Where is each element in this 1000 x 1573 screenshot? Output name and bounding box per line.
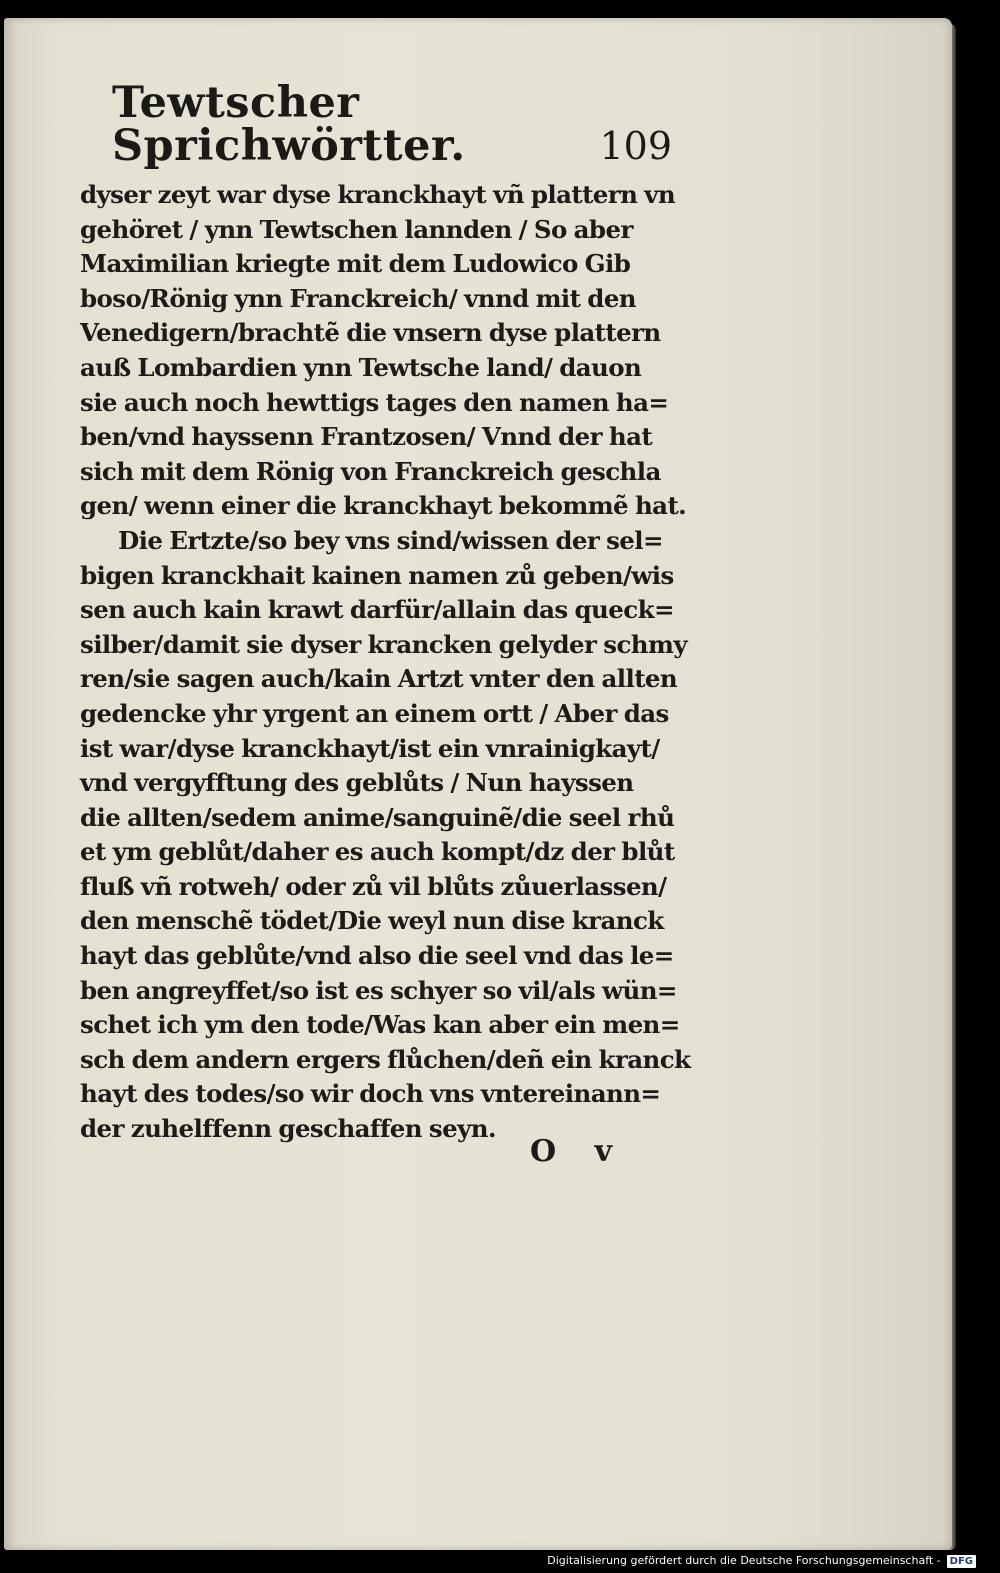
text-line: boso/Rönig ynn Franckreich/ vnnd mit den bbox=[80, 283, 637, 313]
text-line: dyser zeyt war dyse kranckhayt vñ plattern vn bbox=[80, 180, 676, 209]
text-line: sie auch noch hewttigs tages den namen ha= bbox=[80, 387, 669, 417]
text-line: den menschẽ tödet/Die weyl nun dise kranck bbox=[80, 906, 664, 936]
text-line: gen/ wenn einer die kranckhayt bekommẽ hat. bbox=[80, 491, 687, 521]
text-line: gehöret / ynn Tewtschen lannden / So aber bbox=[80, 214, 633, 244]
text-line: schet ich ym den tode/Was kan aber ein men= bbox=[80, 1010, 680, 1040]
dfg-logo: DFG bbox=[947, 1555, 976, 1568]
page-number: 109 bbox=[599, 124, 672, 168]
text-line: ben/vnd hayssenn Frantzosen/ Vnnd der hat bbox=[80, 422, 653, 452]
text-line: hayt des todes/so wir doch vns vntereinann= bbox=[80, 1079, 661, 1109]
signature-mark: O v bbox=[530, 1134, 627, 1169]
text-line: gedencke yhr yrgent an einem ortt / Aber das bbox=[80, 698, 669, 728]
text-line: vnd vergyfftung des geblůts / Nun hayssen bbox=[80, 768, 634, 798]
text-line: Venedigern/brachtẽ die vnsern dyse plattern bbox=[80, 318, 661, 348]
text-line: sen auch kain krawt darfür/allain das queck= bbox=[80, 595, 674, 625]
text-line: auß Lombardien ynn Tewtsche land/ dauon bbox=[80, 352, 642, 382]
text-line: ben angreyffet/so ist es schyer so vil/als wün= bbox=[80, 975, 677, 1005]
text-line: fluß vñ rotweh/ oder zů vil blůts zůuerlassen/ bbox=[80, 871, 667, 901]
text-line: sch dem andern ergers flůchen/deñ ein kranck bbox=[80, 1044, 691, 1074]
digitization-credit bbox=[547, 1553, 976, 1569]
text-line: et ym geblůt/daher es auch kompt/dz der blůt bbox=[80, 837, 675, 867]
page-header bbox=[112, 78, 672, 171]
text-line: hayt das geblůte/vnd also die seel vnd das le= bbox=[80, 941, 674, 971]
text-line: ist war/dyse kranckhayt/ist ein vnrainigkayt/ bbox=[80, 733, 660, 763]
body-text bbox=[80, 178, 691, 1147]
text-line: die allten/sedem anime/sanguinẽ/die seel rhů bbox=[80, 802, 675, 832]
text-line: sich mit dem Rönig von Franckreich geschla bbox=[80, 456, 661, 486]
credit-text: Digitalisierung gefördert durch die Deutsche Forschungsgemeinschaft - bbox=[547, 1554, 941, 1567]
paragraph-start-line: Die Ertzte/so bey vns sind/wissen der sel= bbox=[118, 525, 663, 555]
text-line: Maximilian kriegte mit dem Ludowico Gib bbox=[80, 249, 631, 279]
text-line: ren/sie sagen auch/kain Artzt vnter den allten bbox=[80, 664, 678, 694]
text-line: silber/damit sie dyser krancken gelyder schmy bbox=[80, 629, 687, 659]
running-head: Tewtscher Sprichwörtter. bbox=[112, 78, 466, 171]
text-line: bigen kranckhait kainen namen zů geben/wis bbox=[80, 560, 674, 590]
text-line: der zuhelffenn geschaffen seyn. bbox=[80, 1114, 496, 1144]
